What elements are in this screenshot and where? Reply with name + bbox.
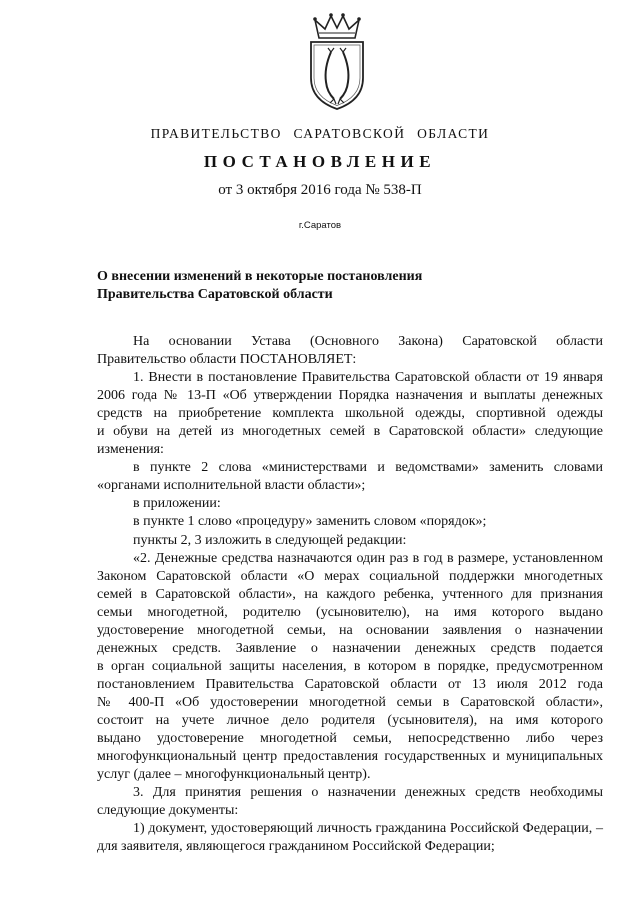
body-line: семей в Саратовской области», на каждого ребенка, учтенного для признания bbox=[97, 586, 603, 602]
body-line: многофункциональный центр предоставления государственных и муниципальных bbox=[97, 749, 603, 765]
coat-of-arms-icon bbox=[301, 12, 373, 112]
government-name: ПРАВИТЕЛЬСТВО САРАТОВСКОЙ ОБЛАСТИ bbox=[150, 126, 490, 141]
body-line: 1) документ, удостоверяющий личность гражданина Российской Федерации, – bbox=[133, 821, 603, 837]
body-line: семьи многодетной, родителю (усыновителю), на имя которого выдано bbox=[97, 604, 603, 620]
document-subject bbox=[97, 268, 517, 304]
body-line: денежных средств. Заявление о назначении денежных средств подается bbox=[97, 640, 603, 656]
body-line: пункты 2, 3 изложить в следующей редакции: bbox=[133, 532, 407, 548]
body-line: 2006 года № 13-П «Об утверждении Порядка назначения и выплаты денежных bbox=[97, 388, 603, 404]
body-line: 3. Для принятия решения о назначении денежных средств необходимы bbox=[133, 785, 603, 801]
body-line: выдано удостоверение многодетной семьи, непосредственно либо через bbox=[97, 731, 603, 747]
body-line: постановлением Правительства Саратовской области от 13 июля 2012 года bbox=[97, 676, 603, 692]
body-line: Законом Саратовской области «О мерах социальной поддержки многодетных bbox=[97, 568, 603, 584]
document-title: ПОСТАНОВЛЕНИЕ bbox=[203, 152, 437, 171]
body-line: состоит на учете личное дело родителя (усыновителя), на имя которого bbox=[97, 712, 603, 728]
body-line: средств на приобретение комплекта школьной одежды, спортивной одежды bbox=[97, 406, 603, 422]
subject-line: О внесении изменений в некоторые постановления bbox=[97, 269, 423, 284]
subject-line: Правительства Саратовской области bbox=[97, 287, 333, 302]
body-line: изменения: bbox=[97, 442, 164, 458]
body-line: «органами исполнительной власти области»; bbox=[97, 478, 366, 494]
body-line: и обуви на детей из многодетных семей в Саратовской области» следующие bbox=[97, 424, 603, 440]
document-city: г.Саратов bbox=[298, 220, 342, 231]
body-line: в орган социальной защиты населения, в котором в порядке, предусмотренном bbox=[97, 658, 603, 674]
body-line: Правительство области ПОСТАНОВЛЯЕТ: bbox=[97, 352, 357, 368]
document-date: от 3 октября 2016 года № 538-П bbox=[218, 182, 422, 198]
document-body bbox=[97, 333, 603, 856]
body-line: для заявителя, являющегося гражданином Российской Федерации; bbox=[97, 839, 495, 855]
body-line: 1. Внести в постановление Правительства Саратовской области от 19 января bbox=[133, 370, 603, 386]
body-line: удостоверение многодетной семьи, на основании заявления о назначении bbox=[97, 622, 603, 638]
body-line: в приложении: bbox=[133, 496, 221, 512]
body-line: в пункте 1 слово «процедуру» заменить словом «порядок»; bbox=[133, 514, 487, 530]
body-line: На основании Устава (Основного Закона) Саратовской области bbox=[133, 334, 603, 349]
body-line: «2. Денежные средства назначаются один раз в год в размере, установленном bbox=[133, 550, 603, 566]
body-line: следующие документы: bbox=[97, 803, 239, 819]
body-line: № 400-П «Об удостоверении многодетной семьи в Саратовской области», bbox=[97, 694, 603, 710]
body-line: услуг (далее – многофункциональный центр). bbox=[97, 767, 371, 783]
body-line: в пункте 2 слова «министерствами и ведомствами» заменить словами bbox=[133, 460, 603, 476]
